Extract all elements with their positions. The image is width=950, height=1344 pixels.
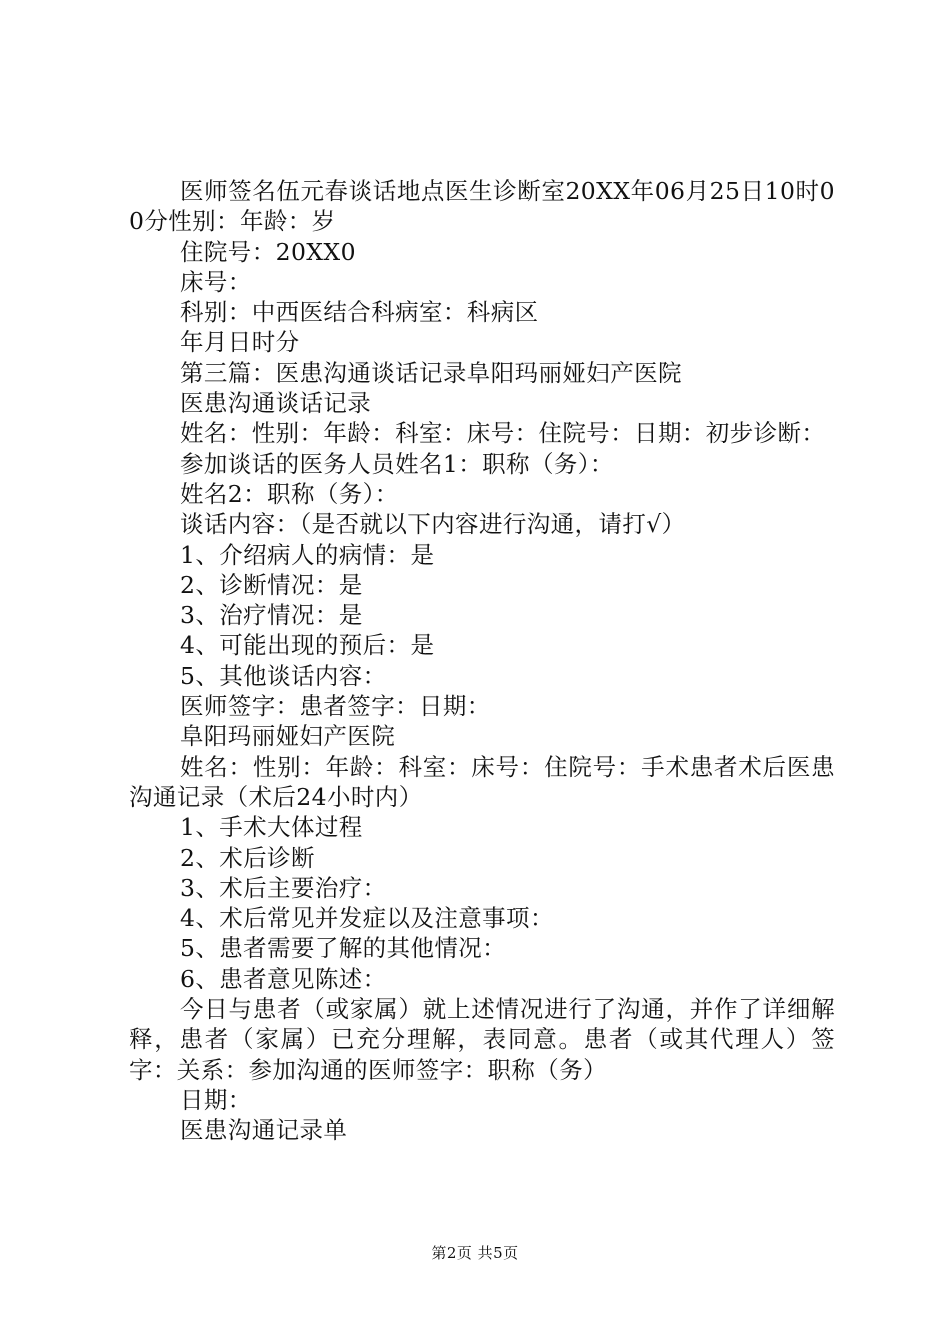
paragraph-doctor-signature-line: 医师签名伍元春谈话地点医生诊断室20XX年06月25日10时00分性别：年龄：岁 [129,177,835,236]
list-item-condition: 1、介绍病人的病情：是 [180,540,435,569]
list-item-surgery-process: 1、手术大体过程 [180,813,363,842]
list-item-postop-diagnosis: 2、术后诊断 [180,843,315,872]
list-item-prognosis: 4、可能出现的预后：是 [180,631,435,660]
paragraph-hospital-name: 阜阳玛丽娅妇产医院 [180,722,396,751]
page-number-footer: 第2页 共5页 [431,1244,519,1262]
paragraph-date-time: 年月日时分 [180,328,300,357]
list-item-complications: 4、术后常见并发症以及注意事项： [180,904,554,933]
paragraph-record-sheet-title: 医患沟通记录单 [180,1116,348,1145]
paragraph-department: 科别：中西医结合科病室：科病区 [180,298,539,327]
list-item-postop-treatment: 3、术后主要治疗： [180,873,387,902]
paragraph-record-title: 医患沟通谈话记录 [180,389,372,418]
paragraph-bed-number: 床号： [180,267,252,296]
document-body [129,176,835,1146]
paragraph-staff-2: 姓名2：职称（务）： [180,479,399,508]
list-item-patient-opinion: 6、患者意见陈述： [180,964,387,993]
paragraph-staff-1: 参加谈话的医务人员姓名1：职称（务）： [180,449,614,478]
list-item-treatment: 3、治疗情况：是 [180,601,363,630]
paragraph-admission-number: 住院号：20XX0 [180,237,356,266]
paragraph-section-heading: 第三篇：医患沟通谈话记录阜阳玛丽娅妇产医院 [180,358,682,387]
list-item-other-info: 5、患者需要了解的其他情况： [180,934,507,963]
paragraph-patient-info: 姓名：性别：年龄：科室：床号：住院号：日期：初步诊断： [180,419,826,448]
list-item-diagnosis: 2、诊断情况：是 [180,570,363,599]
paragraph-postop-header: 姓名：性别：年龄：科室：床号：住院号：手术患者术后医患沟通记录（术后24小时内） [129,752,835,811]
paragraph-consent-statement: 今日与患者（或家属）就上述情况进行了沟通，并作了详细解释，患者（家属）已充分理解，表同意。患者（或其代理人）签字：关系：参加沟通的医师签字：职称（务） [129,995,835,1084]
paragraph-talk-content: 谈话内容：（是否就以下内容进行沟通，请打√） [180,510,686,539]
list-item-other-content: 5、其他谈话内容： [180,661,387,690]
paragraph-signatures: 医师签字：患者签字：日期： [180,692,491,721]
paragraph-date: 日期： [180,1085,252,1114]
